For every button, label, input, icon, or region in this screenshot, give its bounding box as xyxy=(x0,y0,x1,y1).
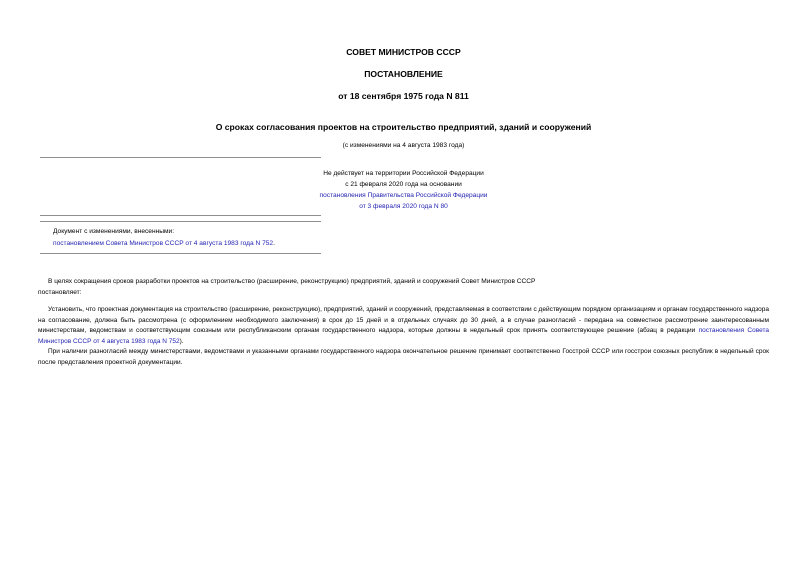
council-heading: СОВЕТ МИНИСТРОВ СССР xyxy=(346,47,461,57)
paragraph-1-end: ). xyxy=(179,337,184,345)
preamble-line-2: постановляет: xyxy=(38,289,82,296)
changes-intro: Документ с изменениями, внесенными: xyxy=(53,228,175,235)
status-line-2: с 21 февраля 2020 года на основании xyxy=(345,181,462,188)
paragraph-2 xyxy=(38,347,769,368)
changes-box xyxy=(53,226,275,250)
status-notice xyxy=(0,168,807,212)
preamble xyxy=(38,276,535,298)
government-decree-link[interactable]: постановления Правительства Российской Федерации xyxy=(319,192,488,199)
preamble-line-1: В целях сокращения сроков разработки проектов на строительство (расширение, реконструкцию) предприятий, зданий и сооружений Совет Министров СССР xyxy=(48,278,536,285)
paragraph-2-text: При наличии разногласий между министерствами, ведомствами и указанными органами государственного надзора окончательное решение принимает соответственно Госстрой СССР или госстрои союзных республик в недельный срок после представления проектной документации. xyxy=(38,348,769,366)
amendment-decree-link[interactable]: постановлением Совета Министров СССР от 4 августа 1983 года N 752 xyxy=(53,240,274,247)
amendments-note: (с изменениями на 4 августа 1983 года) xyxy=(342,142,465,149)
paragraph-1-amendment-link[interactable]: постановления Совета Министров СССР от 4 августа 1983 года N 752 xyxy=(38,327,769,345)
paragraph-1 xyxy=(38,305,769,347)
divider-middle-1 xyxy=(40,215,321,216)
divider-middle-2 xyxy=(40,221,321,222)
paragraph-1-text: Установить, что проектная документация на строительство (расширение, реконструкцию), предприятий, зданий и сооружений, представляемая в соответствии с действующим порядком организациям и органам государственного надзора на согласование, должна быть рассмотрена (с оформлением необходимого заключения) в срок до 15 дней и в отдельных случаях до 30 дней, а в случае разногласий - передана на совместное рассмотрение заинтересованным министерствам, ведомствам и соответствующим союзным или республиканским органам государственного надзора, которые должны в недельный срок принять соответствующее решение (абзац в редакции xyxy=(38,306,769,334)
government-decree-link-date[interactable]: от 3 февраля 2020 года N 80 xyxy=(359,203,448,210)
status-line-1: Не действует на территории Российской Федерации xyxy=(323,170,484,177)
document-date-number: от 18 сентября 1975 года N 811 xyxy=(338,91,469,101)
divider-top xyxy=(40,157,321,158)
document-title: О сроках согласования проектов на строительство предприятий, зданий и сооружений xyxy=(215,122,592,132)
document-type-heading: ПОСТАНОВЛЕНИЕ xyxy=(364,69,443,79)
divider-bottom xyxy=(40,253,321,254)
changes-link-suffix: . xyxy=(273,240,275,247)
changes-link-line xyxy=(53,238,275,250)
